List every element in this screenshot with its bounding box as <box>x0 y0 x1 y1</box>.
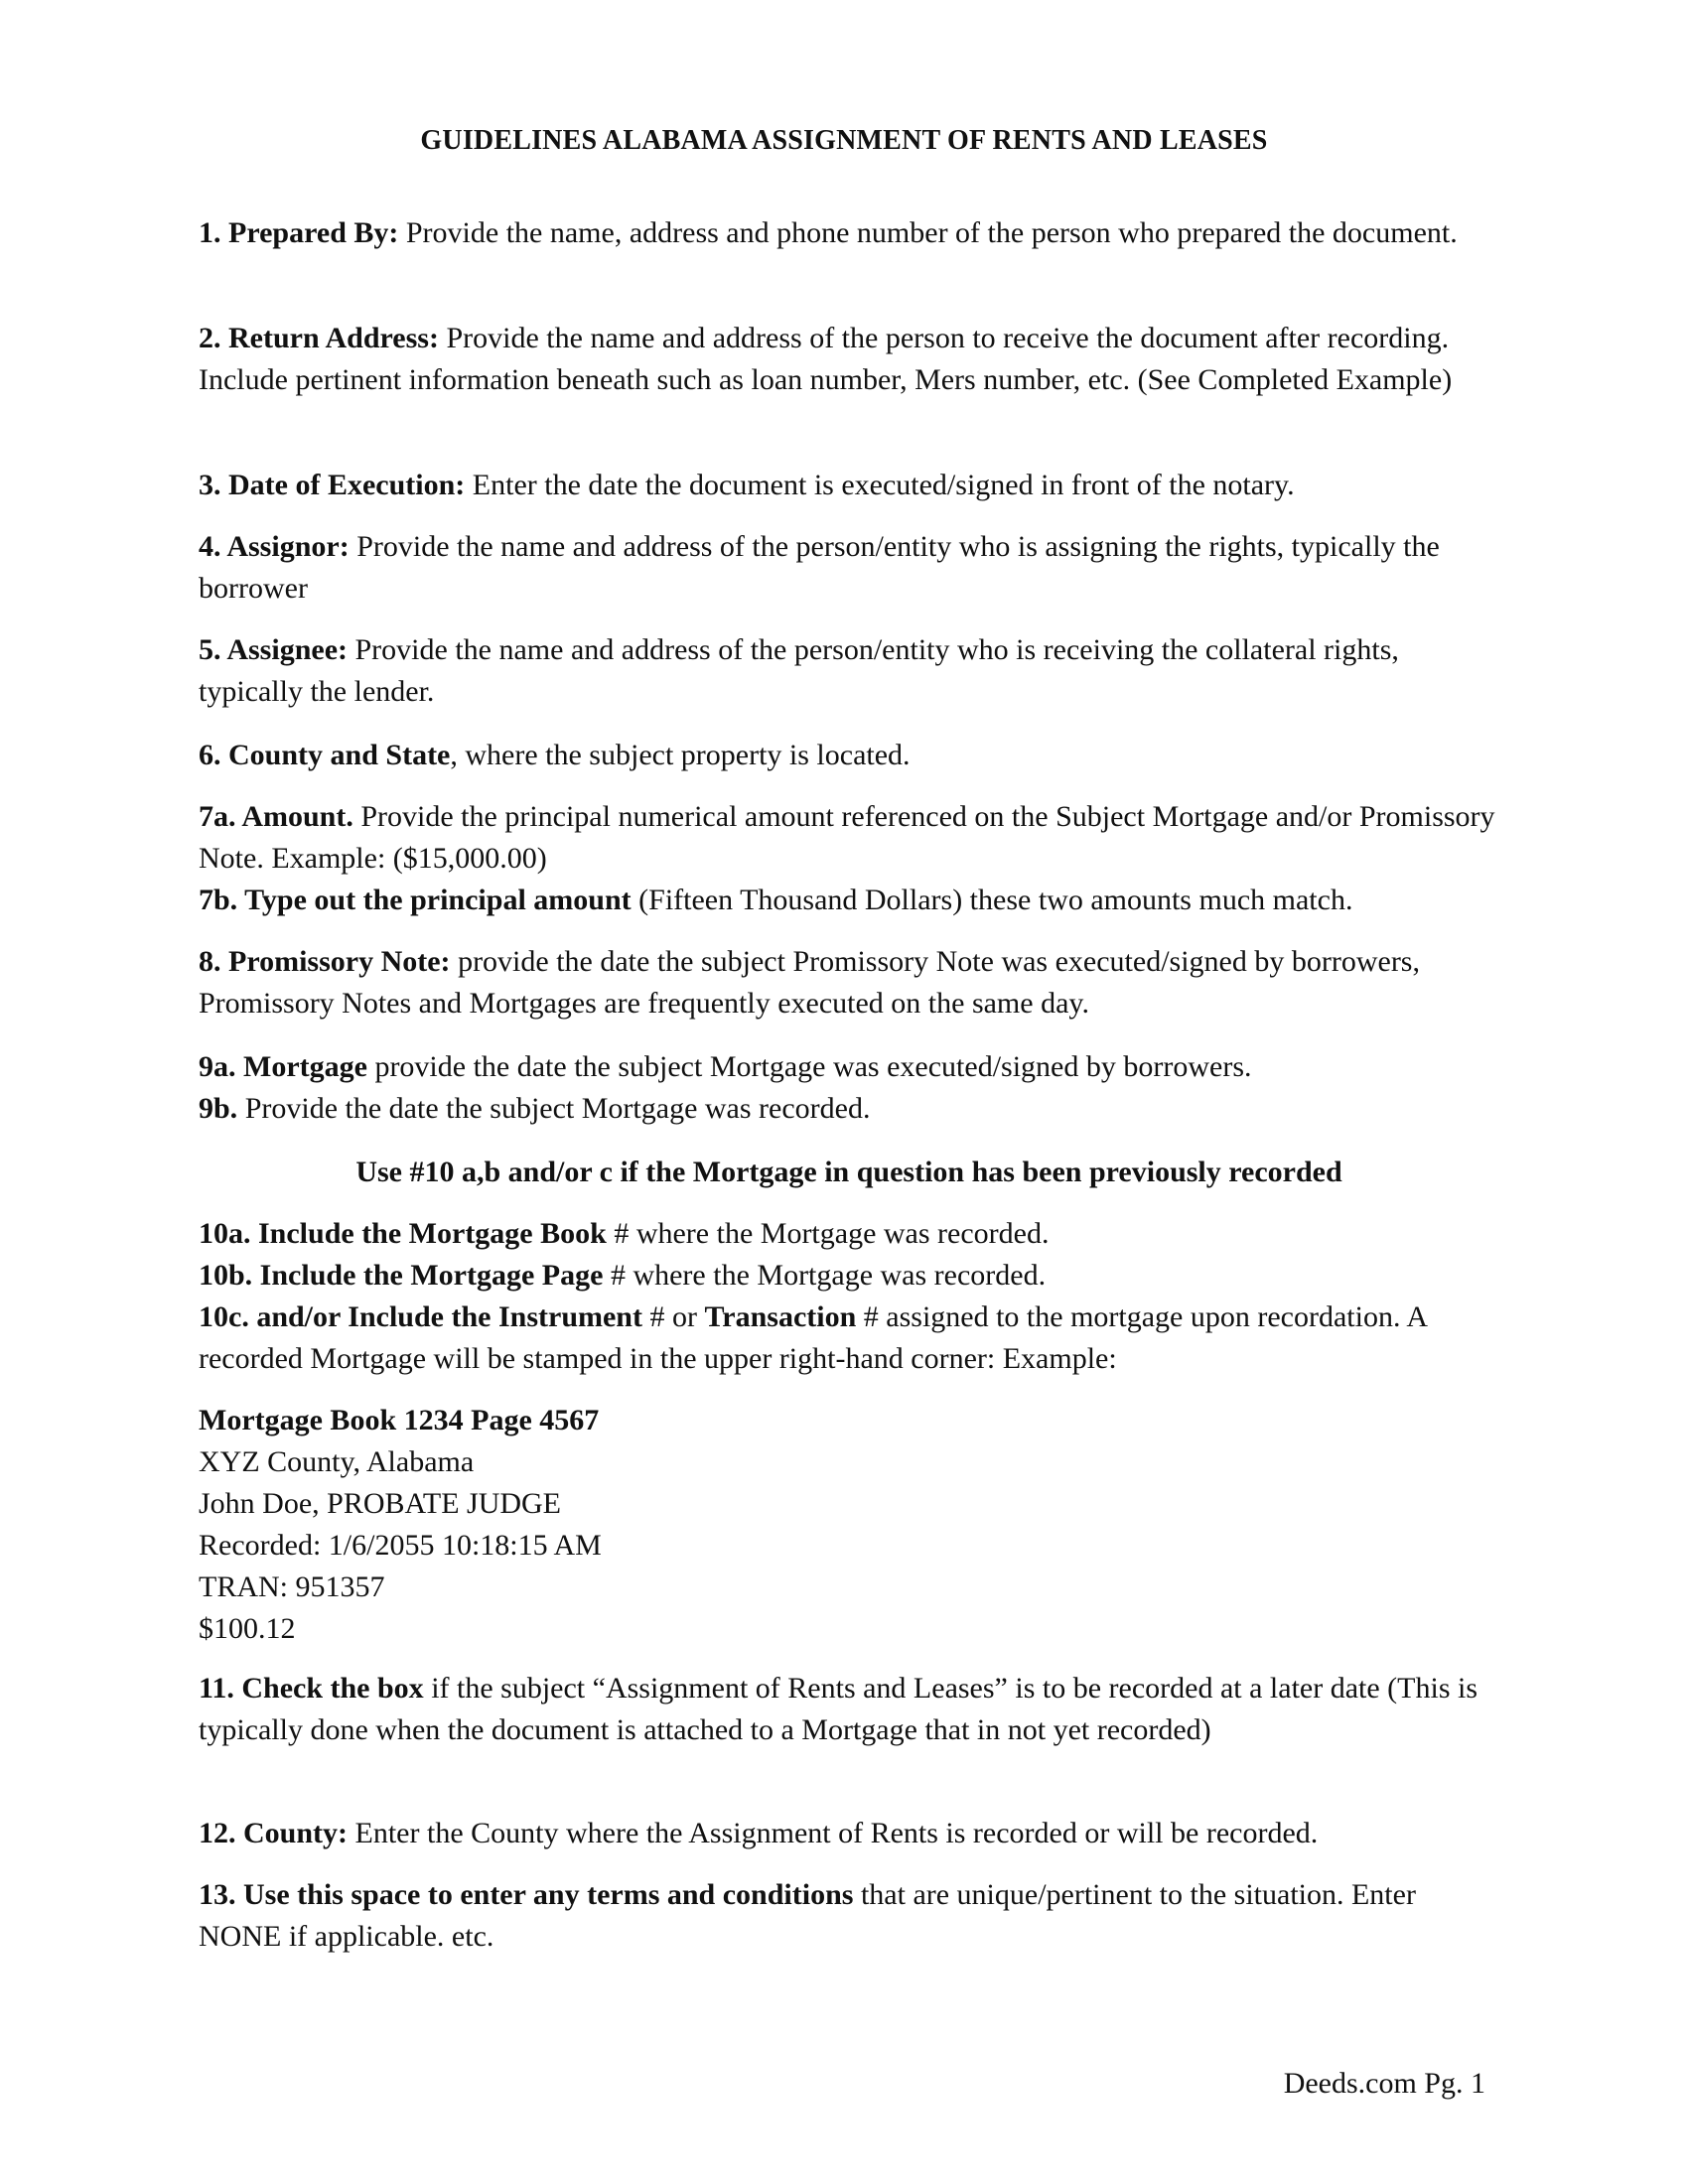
item-label: 7b. Type out the principal amount <box>199 884 632 916</box>
item-text: Provide the name, address and phone number of the person who prepared the document. <box>398 216 1458 249</box>
item-assignor <box>199 526 1499 610</box>
item-county-and-state <box>199 735 1499 776</box>
item-text: if the subject “Assignment of Rents and Leases” is to be recorded at a later date (This is typically done when the document is attached to a Mortgage that in not yet recorded) <box>199 1672 1478 1746</box>
example-line: John Doe, PROBATE JUDGE <box>199 1487 562 1520</box>
item-label: 10b. Include the Mortgage Page <box>199 1259 604 1292</box>
item-county <box>199 1813 1499 1854</box>
item-text: provide the date the subject Promissory Note was executed/signed by borrowers, Promissory Notes and Mortgages are frequently executed on the same day. <box>199 945 1420 1020</box>
item-text: Enter the date the document is executed/signed in front of the notary. <box>465 469 1295 501</box>
item-label: 12. County: <box>199 1817 349 1849</box>
item-text: (Fifteen Thousand Dollars) these two amounts much match. <box>631 884 1353 916</box>
item-label: 9a. Mortgage <box>199 1050 367 1083</box>
item-label: 6. County and State <box>199 739 451 771</box>
item-return-address <box>199 318 1499 401</box>
item-label: 10c. and/or Include the Instrument <box>199 1300 642 1333</box>
item-text: # or <box>641 1300 705 1333</box>
item-text: that are unique/pertinent to the situation. Enter NONE if applicable. etc. <box>199 1878 1416 1953</box>
item-mortgage <box>199 1046 1499 1130</box>
section-10-heading: Use #10 a,b and/or c if the Mortgage in question has been previously recorded <box>355 1156 1342 1188</box>
example-line: Mortgage Book 1234 Page 4567 <box>199 1404 600 1436</box>
item-label: Transaction <box>704 1300 857 1333</box>
example-line: TRAN: 951357 <box>199 1570 385 1603</box>
page-footer: Deeds.com Pg. 1 <box>1283 2067 1485 2100</box>
item-text: provide the date the subject Mortgage was executed/signed by borrowers. <box>366 1050 1252 1083</box>
document-title: GUIDELINES ALABAMA ASSIGNMENT OF RENTS AND LEASES <box>420 125 1268 156</box>
item-label: 10a. Include the Mortgage Book <box>199 1217 607 1250</box>
item-text: # where the Mortgage was recorded. <box>606 1217 1050 1250</box>
example-line: XYZ County, Alabama <box>199 1445 475 1478</box>
recording-stamp-example <box>199 1400 1499 1650</box>
item-label: 9b. <box>199 1092 238 1125</box>
example-line: $100.12 <box>199 1612 296 1645</box>
item-label: 4. Assignor: <box>199 530 350 563</box>
item-text: Provide the principal numerical amount referenced on the Subject Mortgage and/or Promissory Note. Example: ($15,000.00) <box>199 800 1495 875</box>
item-label: 13. Use this space to enter any terms and conditions <box>199 1878 854 1911</box>
item-prepared-by <box>199 212 1499 254</box>
example-line: Recorded: 1/6/2055 10:18:15 AM <box>199 1529 602 1562</box>
item-text: Provide the name and address of the person/entity who is assigning the rights, typically the borrower <box>199 530 1440 605</box>
item-assignee <box>199 629 1499 713</box>
item-text: # assigned to the mortgage upon recordation. A recorded Mortgage will be stamped in the upper right-hand corner: Example: <box>199 1300 1427 1375</box>
item-label: 8. Promissory Note: <box>199 945 451 978</box>
item-date-of-execution <box>199 465 1499 506</box>
item-amount <box>199 796 1499 921</box>
item-text: # where the Mortgage was recorded. <box>603 1259 1047 1292</box>
item-text: Provide the name and address of the person to receive the document after recording. Include pertinent information beneath such as loan number, Mers number, etc. (See Completed Example) <box>199 322 1453 396</box>
item-promissory-note <box>199 941 1499 1024</box>
item-terms-and-conditions <box>199 1874 1499 1958</box>
item-label: 2. Return Address: <box>199 322 439 354</box>
item-text: Provide the date the subject Mortgage was recorded. <box>237 1092 871 1125</box>
item-label: 3. Date of Execution: <box>199 469 466 501</box>
item-text: Provide the name and address of the person/entity who is receiving the collateral rights, typically the lender. <box>199 633 1399 708</box>
item-label: 5. Assignee: <box>199 633 348 666</box>
item-label: 1. Prepared By: <box>199 216 399 249</box>
item-check-the-box <box>199 1668 1499 1751</box>
item-text: , where the subject property is located. <box>450 739 911 771</box>
item-text: Enter the County where the Assignment of Rents is recorded or will be recorded. <box>348 1817 1319 1849</box>
item-recording-info <box>199 1213 1499 1380</box>
item-label: 7a. Amount. <box>199 800 353 833</box>
item-label: 11. Check the box <box>199 1672 424 1705</box>
